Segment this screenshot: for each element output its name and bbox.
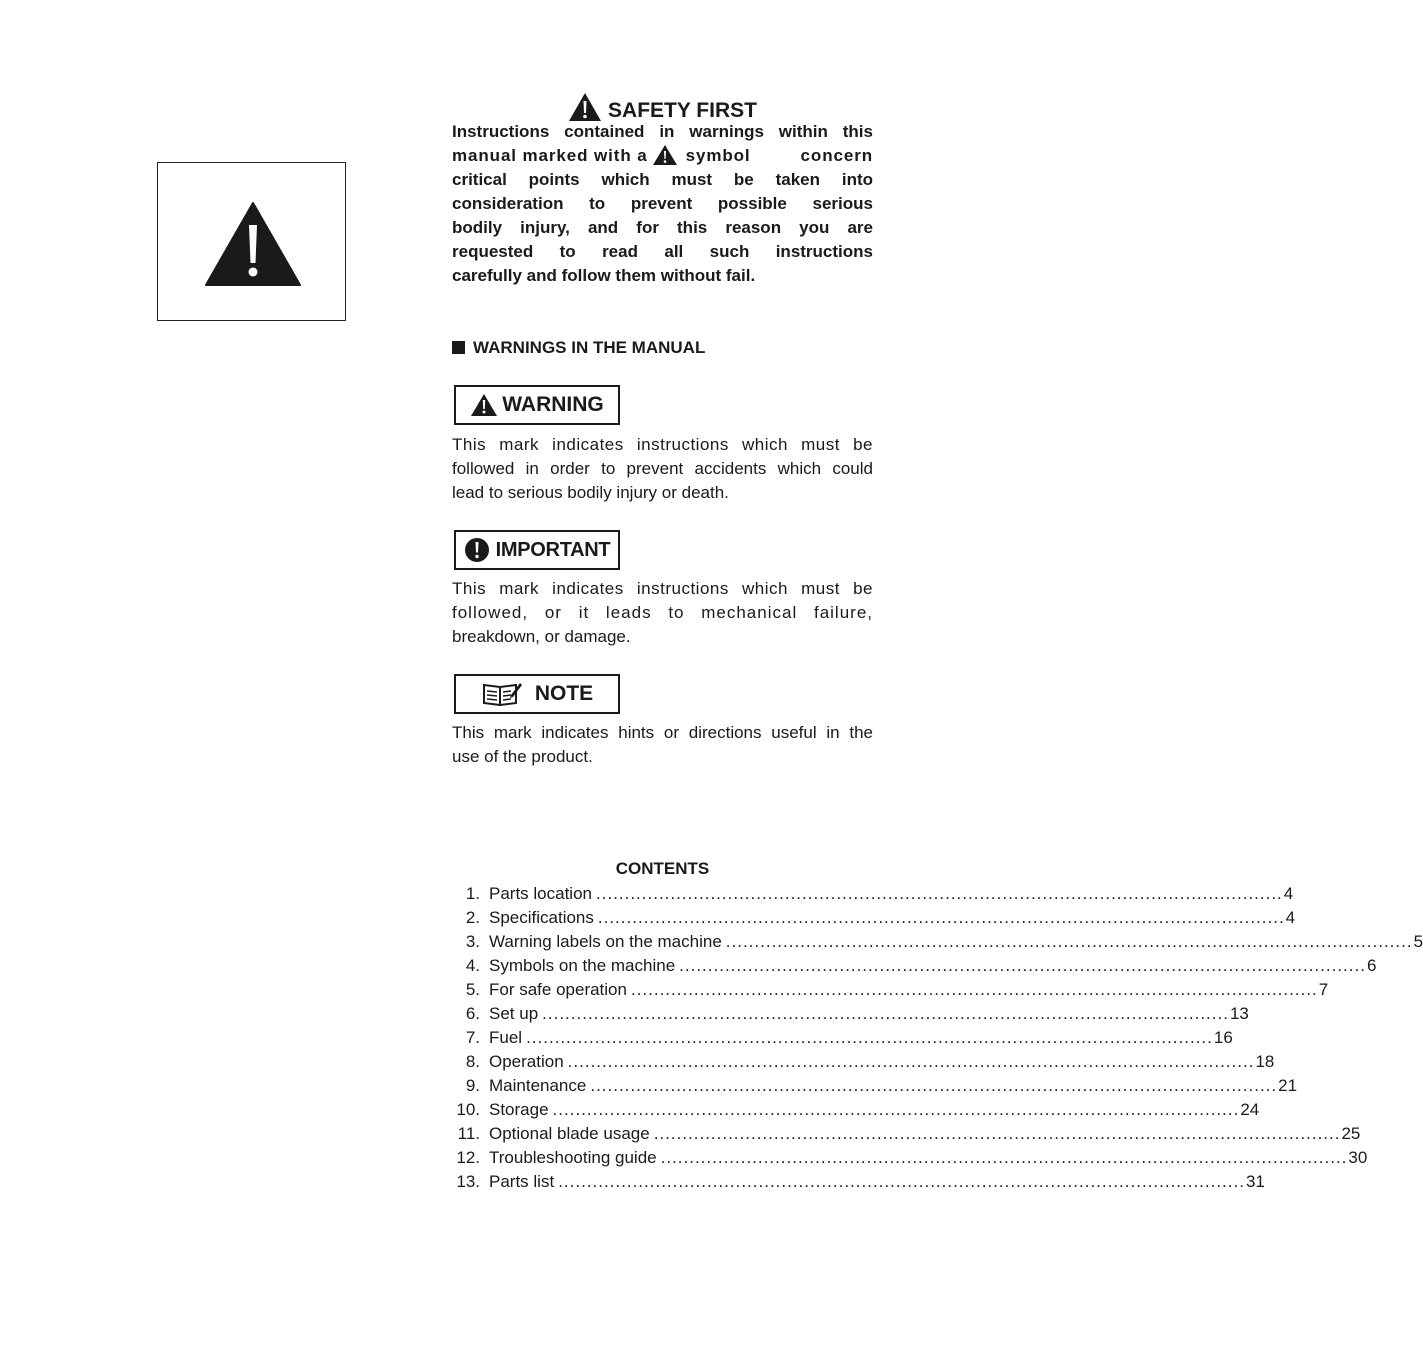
- toc-row: [452, 1002, 1249, 1026]
- note-desc-line: use of the product.: [452, 747, 593, 766]
- toc-page-number: 30: [1348, 1148, 1368, 1167]
- toc-title: Set up: [489, 1004, 539, 1023]
- toc-number: 10.: [456, 1100, 480, 1119]
- safety-text-fragment: symbol concern: [685, 146, 873, 165]
- safety-text-line: requested to read all such instructions: [452, 242, 873, 261]
- warnings-heading-text: WARNINGS IN THE MANUAL: [473, 338, 706, 357]
- safety-text-line: bodily injury, and for this reason you are: [452, 218, 873, 237]
- toc-number: 5.: [465, 980, 480, 999]
- toc-page-number: 16: [1213, 1028, 1233, 1047]
- toc-leader-dots: ........................................................................................................................: [590, 1076, 1278, 1095]
- toc-number: 4.: [465, 956, 480, 975]
- warning-desc-line: followed in order to prevent accidents which could: [452, 459, 873, 478]
- important-label-box: [454, 530, 620, 570]
- contents-title: CONTENTS: [615, 859, 710, 878]
- safety-text-line: Instructions contained in warnings within this: [452, 122, 873, 141]
- toc-leader-dots: ........................................................................................................................: [526, 1028, 1213, 1047]
- toc-number: 11.: [457, 1124, 480, 1143]
- safety-first-title-text: SAFETY FIRST: [608, 99, 757, 122]
- square-bullet-icon: [452, 341, 465, 354]
- toc-title: Parts location: [489, 884, 592, 903]
- toc-number: 1.: [465, 884, 480, 903]
- toc-page-number: 5: [1413, 932, 1423, 951]
- toc-number: 9.: [465, 1076, 480, 1095]
- important-desc-line: followed, or it leads to mechanical failure,: [452, 603, 873, 622]
- safety-text-line: critical points which must be taken into: [452, 170, 873, 189]
- toc-leader-dots: ........................................................................................................................: [653, 1124, 1341, 1143]
- toc-leader-dots: ........................................................................................................................: [630, 980, 1318, 999]
- toc-number: 7.: [465, 1028, 480, 1047]
- toc-page-number: 18: [1255, 1052, 1275, 1071]
- warning-symbol-box: [157, 162, 346, 321]
- toc-row: [452, 954, 1377, 978]
- warning-triangle-icon: [568, 92, 602, 122]
- toc-row: [452, 1170, 1265, 1194]
- important-description: [452, 577, 873, 649]
- toc-leader-dots: ........................................................................................................................: [597, 908, 1285, 927]
- toc-leader-dots: ........................................................................................................................: [552, 1100, 1240, 1119]
- safety-text-fragment: manual marked with a: [452, 146, 648, 165]
- warnings-heading: [452, 337, 705, 359]
- toc-title: Warning labels on the machine: [489, 932, 722, 951]
- safety-text-line: consideration to prevent possible serious: [452, 194, 873, 213]
- safety-first-text: [452, 120, 873, 288]
- note-description: [452, 721, 873, 769]
- toc-row: [452, 882, 1294, 906]
- warning-description: [452, 433, 873, 505]
- toc-page-number: 24: [1240, 1100, 1260, 1119]
- toc-row: [452, 930, 1423, 954]
- important-label-text: IMPORTANT: [495, 538, 611, 561]
- toc-leader-dots: ........................................................................................................................: [558, 1172, 1245, 1191]
- warning-label-text: WARNING: [502, 393, 604, 416]
- toc-row: [452, 1050, 1275, 1074]
- toc-title: For safe operation: [489, 980, 627, 999]
- warning-desc-line: lead to serious bodily injury or death.: [452, 483, 729, 502]
- toc-title: Specifications: [489, 908, 594, 927]
- note-desc-line: This mark indicates hints or directions useful in the: [452, 723, 873, 742]
- toc-leader-dots: ........................................................................................................................: [679, 956, 1366, 975]
- note-label-text: NOTE: [534, 682, 594, 705]
- toc-number: 13.: [456, 1172, 480, 1191]
- toc-page-number: 6: [1366, 956, 1377, 975]
- warning-triangle-icon: [470, 393, 498, 417]
- safety-text-line: carefully and follow them without fail.: [452, 266, 756, 285]
- toc-title: Parts list: [489, 1172, 555, 1191]
- toc-title: Troubleshooting guide: [489, 1148, 657, 1167]
- toc-number: 12.: [456, 1148, 480, 1167]
- toc-leader-dots: ........................................................................................................................: [596, 884, 1283, 903]
- important-desc-line: breakdown, or damage.: [452, 627, 631, 646]
- open-book-pencil-icon: [481, 681, 523, 707]
- safety-text-line: [452, 144, 873, 168]
- toc-title: Maintenance: [489, 1076, 587, 1095]
- toc-page-number: 4: [1283, 884, 1294, 903]
- toc-row: [452, 1026, 1233, 1050]
- toc-title: Fuel: [489, 1028, 523, 1047]
- toc-leader-dots: ........................................................................................................................: [725, 932, 1413, 951]
- toc-page-number: 25: [1341, 1124, 1361, 1143]
- toc-page-number: 7: [1318, 980, 1329, 999]
- toc-number: 6.: [465, 1004, 480, 1023]
- exclamation-circle-icon: [464, 537, 490, 563]
- toc-row: [452, 978, 1329, 1002]
- toc-title: Symbols on the machine: [489, 956, 676, 975]
- toc-row: [452, 1122, 1361, 1146]
- toc-row: [452, 1098, 1260, 1122]
- toc-leader-dots: ........................................................................................................................: [542, 1004, 1229, 1023]
- toc-title: Storage: [489, 1100, 549, 1119]
- toc-page-number: 4: [1285, 908, 1296, 927]
- toc-title: Optional blade usage: [489, 1124, 650, 1143]
- warning-label-box: [454, 385, 620, 425]
- toc-page-number: 13: [1229, 1004, 1249, 1023]
- toc-page-number: 31: [1245, 1172, 1265, 1191]
- toc-page-number: 21: [1278, 1076, 1298, 1095]
- toc-leader-dots: ........................................................................................................................: [660, 1148, 1348, 1167]
- table-of-contents: [452, 882, 1423, 1194]
- toc-number: 2.: [465, 908, 480, 927]
- toc-row: [452, 1146, 1368, 1170]
- warning-triangle-icon: [652, 144, 678, 166]
- toc-number: 3.: [465, 932, 480, 951]
- toc-number: 8.: [465, 1052, 480, 1071]
- toc-row: [452, 906, 1296, 930]
- toc-leader-dots: ........................................................................................................................: [567, 1052, 1255, 1071]
- toc-row: [452, 1074, 1298, 1098]
- important-desc-line: This mark indicates instructions which must be: [452, 579, 873, 598]
- toc-title: Operation: [489, 1052, 564, 1071]
- warning-desc-line: This mark indicates instructions which must be: [452, 435, 873, 454]
- warning-triangle-icon: [204, 201, 302, 287]
- note-label-box: [454, 674, 620, 714]
